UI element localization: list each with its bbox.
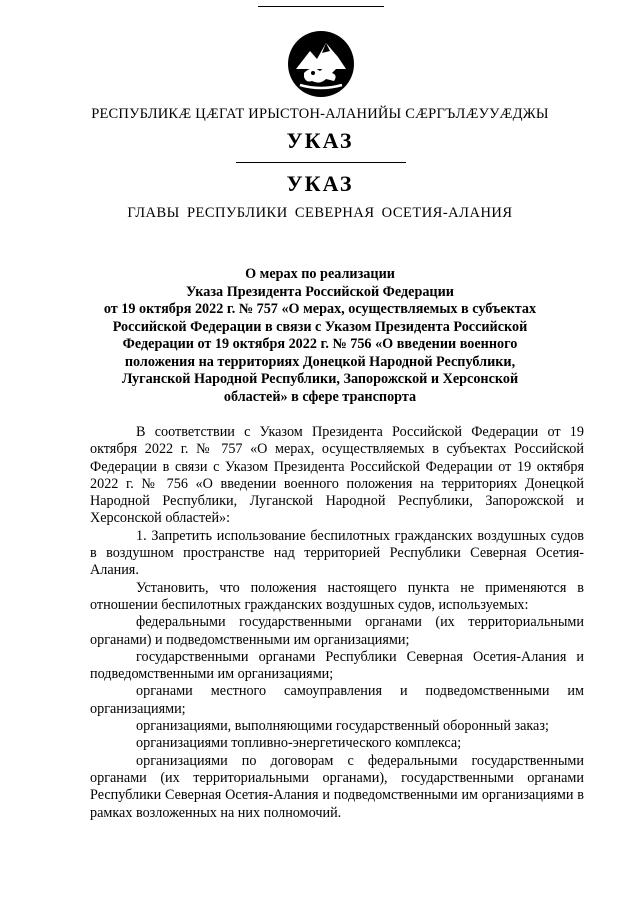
subject-line: Федерации от 19 октября 2022 г. № 756 «О введении военного [122,336,518,352]
body-paragraph: органами местного самоуправления и подведомственными им организациями; [90,683,584,717]
decree-subject [80,266,560,406]
body-paragraph: организациями топливно-энергетического комплекса; [136,735,462,752]
body-paragraph: государственными органами Республики Северная Осетия-Алания и подведомственными им организациями; [90,648,584,683]
top-rule [258,6,384,7]
body-paragraph: организациями, выполняющими государственный оборонный заказ; [136,718,549,735]
body-paragraph: федеральными государственными органами (их территориальными органами) и подведомственными им организациями; [90,614,584,648]
subject-line: О мерах по реализации [245,266,395,282]
decree-body [90,424,584,822]
body-paragraph: организациями по договорам с федеральными государственными органами (их территориальными органами), государственными органами Республики Северная Осетия-Алания и подведомственными им организациями в рамках возложенных на них полномочий. [90,752,584,821]
body-paragraph: 1. Запретить использование беспилотных гражданских воздушных судов в воздушном пространстве над территорией Республики Северная Осетия-Алания. [90,527,584,579]
subject-line: областей» в сфере транспорта [223,388,417,405]
title-divider [236,162,406,163]
body-paragraph: Установить, что положения настоящего пункта не применяются в отношении беспилотных гражданских воздушных судов, используемых: [90,579,584,613]
republic-name-ossetian: РЕСПУБЛИКӔ ЦӔГАТ ИРЫСТОН-АЛАНИЙЫ СӔРГЪЛӔУУӔДЖЫ [91,106,549,122]
subject-line: Российской Федерации в связи с Указом Президента Российской [112,318,528,335]
subject-line: Луганской Народной Республики, Запорожской и Херсонской [121,371,519,387]
coat-of-arms-icon [286,29,356,99]
subject-line: Указа Президента Российской Федерации [186,283,454,300]
decree-title-russian: УКАЗ [286,171,354,196]
body-paragraph: В соответствии с Указом Президента Российской Федерации от 19 октября 2022 г. № 757 «О мерах, осуществляемых в субъектах Российской Федерации в связи с Указом Президента Российской Федерации от 19 октября 2022 г. № 756 «О введении военного положения на территориях Донецкой Народной Республики, Луганской Народной Республики, Запорожской и Херсонской областей»: [90,424,584,527]
subject-line: положения на территориях Донецкой Народной Республики, [124,353,516,370]
decree-title-ossetian: УКАЗ [286,128,354,153]
head-of-republic-title: ГЛАВЫ РЕСПУБЛИКИ СЕВЕРНАЯ ОСЕТИЯ-АЛАНИЯ [127,205,513,221]
subject-line: от 19 октября 2022 г. № 757 «О мерах, осуществляемых в субъектах [103,301,537,317]
